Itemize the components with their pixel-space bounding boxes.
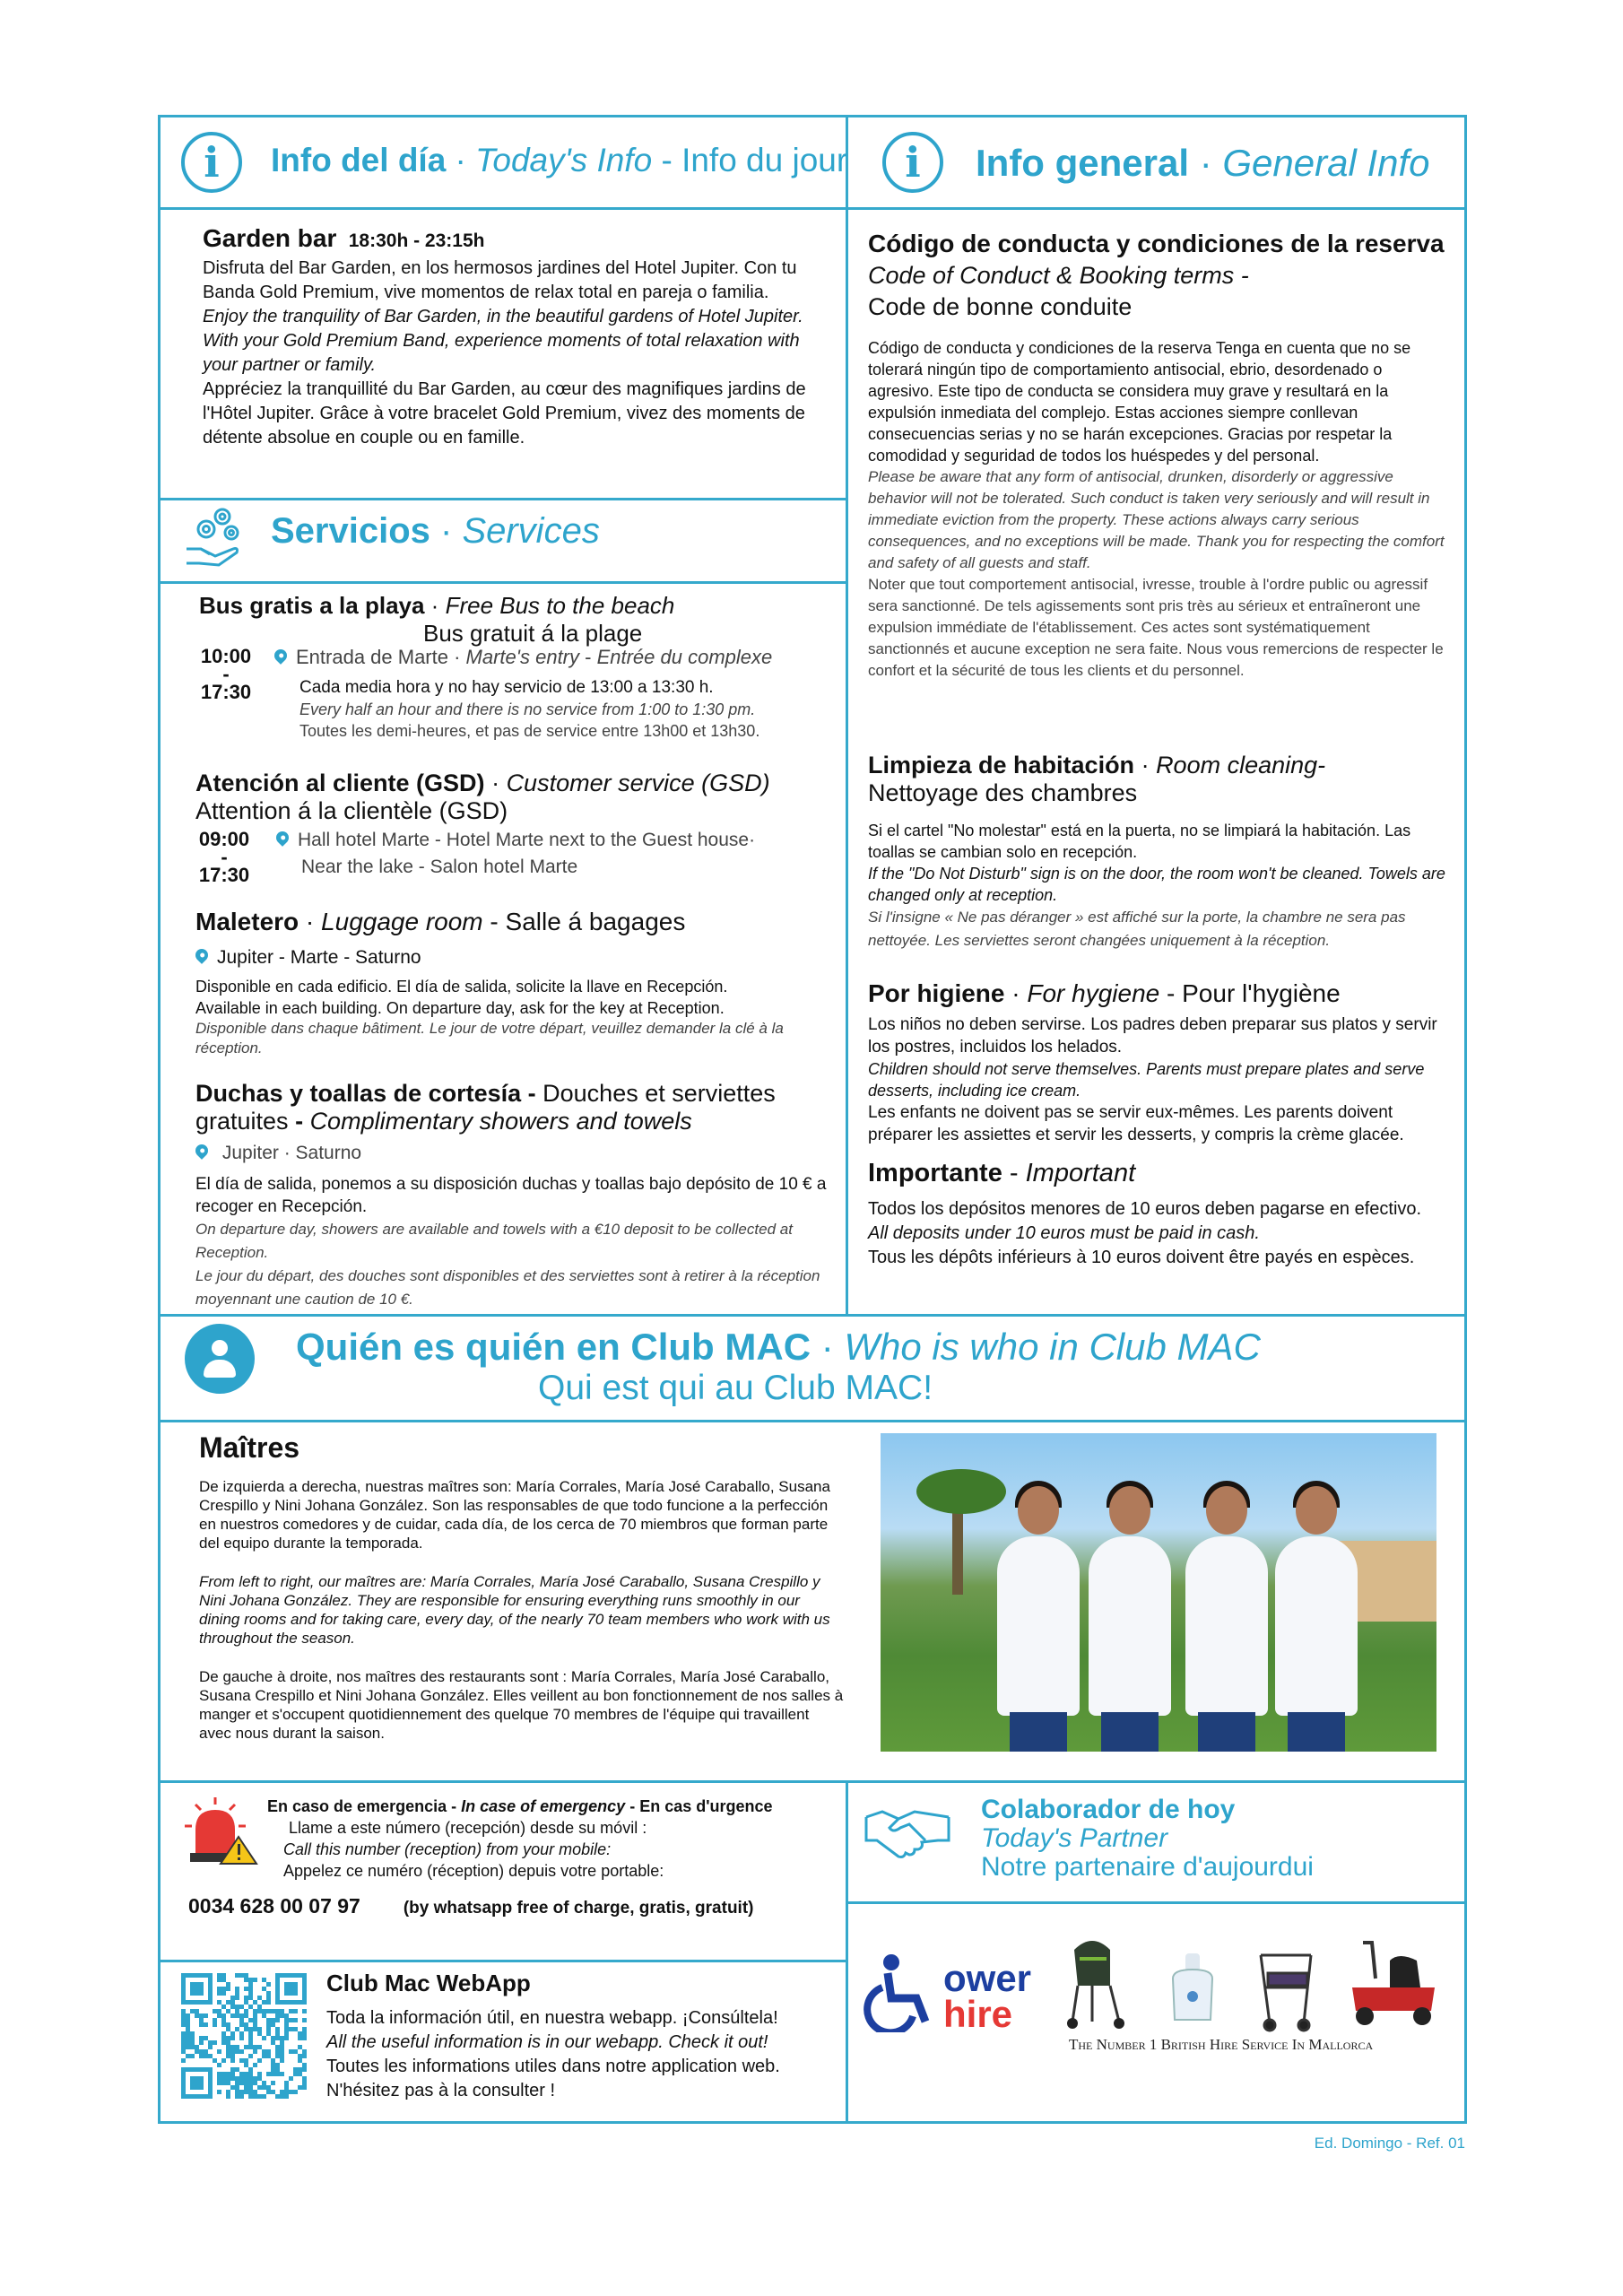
- conducta-section: [868, 230, 1451, 682]
- garden-bar-section: [203, 224, 821, 450]
- limpieza-title-fr: Nettoyage des chambres: [868, 779, 1138, 806]
- who-header: [296, 1326, 1444, 1369]
- webapp-section: [326, 1970, 829, 2103]
- importante-en: All deposits under 10 euros must be paid in cash.: [868, 1223, 1260, 1243]
- stroller-icon: [1065, 1932, 1128, 2031]
- limpieza-fr: Si l'insigne « Ne pas déranger » est affiché sur la porte, la chambre ne sera pas nettoyée. Les serviettes seront changées uniquement à la réception.: [868, 909, 1406, 949]
- info-dia-title-fr: Info du jour: [681, 142, 848, 178]
- location-pin-icon: [273, 829, 291, 847]
- higiene-es: Los niños no deben servirse. Los padres deben preparar sus platos y servir los postres, incluidos los helados.: [868, 1015, 1437, 1057]
- sep: -: [447, 1797, 462, 1815]
- who-title-en: Who is who in Club MAC: [844, 1326, 1261, 1368]
- bus-note-fr: Toutes les demi-heures, et pas de service entre 13h00 et 13h30.: [299, 722, 760, 740]
- gsd-loc-line2: Near the lake - Salon hotel Marte: [301, 857, 578, 877]
- bus-loc-fr: Entrée du complexe: [596, 646, 773, 668]
- qr-code[interactable]: [181, 1973, 307, 2099]
- emergency-en: Call this number (reception) from your mobile:: [283, 1840, 612, 1858]
- handshake-icon: [863, 1799, 952, 1862]
- gsd-section: [195, 770, 832, 825]
- conducta-fr: Noter que tout comportement antisocial, ivresse, trouble à l'ordre public ou agressif sera sanctionné. De tels agissements sont pris très au sérieux et entraîneront une expulsion immédiate de l'établissement. Ces actes sont systématiquement sanctionnés et aucune exception ne sera faite. Nous vous remercions de respecter le confort et la sécurité de tous les clients et du personnel.: [868, 576, 1444, 679]
- gsd-loc-line1: Hall hotel Marte - Hotel Marte next to the Guest house·: [298, 830, 756, 850]
- servicios-title-en: Services: [462, 511, 600, 551]
- partner-header: [981, 1796, 1447, 1882]
- info-icon: i: [882, 132, 943, 193]
- maletero-title-fr: Salle á bagages: [505, 908, 686, 935]
- emergency-title-es: En caso de emergencia: [267, 1797, 447, 1815]
- garden-bar-time: 18:30h - 23:15h: [348, 230, 485, 251]
- servicios-header: [271, 511, 600, 552]
- higiene-fr: Les enfants ne doivent pas se servir eux-mêmes. Les parents doivent préparer les assiettes et servir les desserts, y compris la crème glacée.: [868, 1103, 1404, 1144]
- maitres-en: From left to right, our maîtres are: María Corrales, María José Caraballo, Susana Crespillo y Nini Johana González. They are responsible for ensuring everything runs smoothly in our dining rooms and for taking care, every day, of the nearly 70 team members who work with us throughout the season.: [199, 1573, 830, 1647]
- limpieza-title-en: Room cleaning-: [1156, 752, 1326, 778]
- webapp-es: Toda la información útil, en nuestra webapp. ¡Consúltela!: [326, 2008, 778, 2028]
- importante-section: [868, 1159, 1460, 1270]
- logo-word-1: ower: [943, 1957, 1032, 1999]
- sep: ·: [1134, 752, 1157, 778]
- bus-time-start: 10:00: [200, 645, 252, 667]
- gsd-times: [195, 828, 253, 886]
- limpieza-en: If the "Do Not Disturb" sign is on the door, the room won't be cleaned. Towels are changed only at reception.: [868, 865, 1445, 904]
- maletero-loc: Jupiter - Marte - Saturno: [217, 947, 421, 968]
- emergency-title-en: In case of emergency: [461, 1797, 626, 1815]
- info-icon: i: [181, 132, 242, 193]
- sep: -: [1002, 1159, 1026, 1187]
- gsd-time-start: 09:00: [198, 828, 250, 850]
- webapp-title: Club Mac WebApp: [326, 1970, 531, 1996]
- bus-note-en: Every half an hour and there is no service from 1:00 to 1:30 pm.: [299, 700, 756, 718]
- info-general-title-en: General Info: [1222, 142, 1430, 184]
- maitres-section: [199, 1431, 845, 1743]
- duchas-title-es: Duchas y toallas de cortesía: [195, 1080, 522, 1107]
- bottle-warmer-icon: [1166, 1952, 1219, 2023]
- location-pin-icon: [193, 1142, 211, 1160]
- maletero-section: [195, 908, 832, 1058]
- sep: -: [1159, 979, 1183, 1007]
- info-dia-title-en: Today's Info: [475, 142, 653, 178]
- wheelchair-icon: [861, 1952, 942, 2032]
- webapp-fr: Toutes les informations utiles dans notre application web. N'hésitez pas à la consulter !: [326, 2057, 780, 2100]
- partner-tagline: The Number 1 British Hire Service In Mallorca: [1069, 2036, 1374, 2053]
- emergency-bottom: [158, 1960, 846, 1962]
- bus-times: [199, 645, 253, 703]
- info-dia-header: [271, 142, 847, 179]
- garden-bar-fr: Appréciez la tranquillité du Bar Garden, au cœur des magnifiques jardins de l'Hôtel Jupiter. Grâce à votre bracelet Gold Premium, vivez des moments de détente absolue en couple ou en famille.: [203, 379, 806, 448]
- alarm-icon: [183, 1794, 264, 1866]
- info-general-header: [976, 142, 1430, 185]
- importante-es: Todos los depósitos menores de 10 euros deben pagarse en efectivo.: [868, 1199, 1422, 1219]
- conducta-es: Código de conducta y condiciones de la reserva Tenga en cuenta que no se tolerará ningún tipo de comportamiento antisocial, ebrio, desordenado o agresivo. Este tipo de conducta se considera muy grave y resultará en la expulsión inmediata del complejo. Estas acciones siempre conllevan consecuencias serias y no se harán excepciones. Gracias por respetar la comodidad y seguridad de todos los huéspedes y del personal.: [868, 339, 1411, 465]
- garden-bar-title: Garden bar: [203, 224, 337, 252]
- partner-title-en: Today's Partner: [981, 1823, 1168, 1853]
- partner-bottom: [846, 1901, 1467, 1904]
- limpieza-es: Si el cartel "No molestar" está en la puerta, no se limpiará la habitación. Las toallas se cambian solo en recepción.: [868, 822, 1411, 861]
- higiene-en: Children should not serve themselves. Parents must prepare plates and serve desserts, including ice cream.: [868, 1060, 1425, 1100]
- services-header-top: [158, 498, 846, 500]
- sep: -: [652, 142, 682, 178]
- info-dia-title-es: Info del día: [271, 142, 447, 178]
- bottom-divider: [846, 1780, 848, 2124]
- importante-title-en: Important: [1025, 1159, 1136, 1187]
- duchas-title-fr2: gratuites: [195, 1108, 289, 1135]
- maletero-title-es: Maletero: [195, 908, 299, 935]
- bottom-top: [158, 1780, 1467, 1783]
- maitres-es: De izquierda a derecha, nuestras maîtres son: María Corrales, María José Caraballo, Susana Crespillo y Nini Johana González. Son las responsables de que todo funcione a la perfección en nuestros comedores y de cuidar, cada día, de los cerca de 70 miembros que forman parte del equipo durante la temporada.: [199, 1478, 830, 1552]
- conducta-en: Please be aware that any form of antisocial, drunken, disorderly or aggressive behavior will not be tolerated. Such conduct is taken very seriously and will result in immediate eviction from the property. These actions always carry serious consequences, and no exceptions will be made. Thank you for respecting the comfort and safety of all guests and staff.: [868, 468, 1445, 571]
- bus-title-es: Bus gratis a la playa: [199, 592, 425, 619]
- person-icon: [185, 1324, 255, 1394]
- servicios-title-es: Servicios: [271, 511, 430, 551]
- higiene-title-es: Por higiene: [868, 979, 1005, 1007]
- sep: ·: [447, 646, 466, 668]
- sep: ·: [430, 511, 463, 551]
- partner-title-fr: Notre partenaire d'aujourdui: [981, 1852, 1314, 1882]
- maitres-photo: [881, 1433, 1436, 1752]
- power-hire-logo: [861, 1925, 1453, 2059]
- higiene-title-fr: Pour l'hygiène: [1182, 979, 1341, 1007]
- bus-details: [274, 646, 830, 742]
- maletero-en: Available in each building. On departure day, ask for the key at Reception.: [195, 999, 725, 1017]
- gears-hand-icon: [183, 502, 251, 570]
- conducta-title-fr: Code de bonne conduite: [868, 293, 1133, 320]
- services-header-bottom: [158, 581, 846, 584]
- gsd-title-es: Atención al cliente (GSD): [195, 770, 485, 796]
- emergency-note: (by whatsapp free of charge, gratis, gratuit): [403, 1899, 754, 1918]
- sep: ·: [1004, 979, 1028, 1007]
- sep: ·: [446, 142, 476, 178]
- header-underline: [158, 207, 1467, 210]
- maitres-fr: De gauche à droite, nos maîtres des restaurants sont : María Corrales, María José Caraballo, Susana Crespillo et Nini Johana González. Elles veillent au bon fonctionnement de nos salles à manger et s'occupent quotidiennement des quelque 70 membres de l'équipe qui travaillent avec nous durant la saison.: [199, 1668, 844, 1742]
- rollator-icon: [1252, 1946, 1324, 2032]
- gsd-location: [276, 827, 832, 881]
- emergency-fr: Appelez ce numéro (réception) depuis votre portable:: [283, 1862, 664, 1880]
- higiene-section: [868, 979, 1460, 1146]
- bus-loc-en: Marte's entry: [465, 646, 580, 668]
- higiene-title-en: For hygiene: [1027, 979, 1160, 1007]
- duchas-section: [195, 1080, 832, 1311]
- bus-section: [199, 592, 827, 648]
- conducta-title-es: Código de conducta y condiciones de la reserva: [868, 230, 1445, 257]
- bus-loc-es: Entrada de Marte: [296, 646, 448, 668]
- sep: -: [625, 1797, 640, 1815]
- who-title-es: Quién es quién en Club MAC: [296, 1326, 812, 1368]
- webapp-en: All the useful information is in our webapp. Check it out!: [326, 2032, 768, 2052]
- importante-fr: Tous les dépôts inférieurs à 10 euros doivent être payés en espèces.: [868, 1248, 1415, 1267]
- logo-word-2: hire: [943, 1993, 1013, 2035]
- emergency-es: Llame a este número (recepción) desde su móvil :: [289, 1819, 647, 1837]
- sep: -: [482, 908, 506, 935]
- importante-title-es: Importante: [868, 1159, 1002, 1187]
- gsd-time-end: 17:30: [198, 864, 250, 886]
- sep: ·: [1189, 142, 1223, 184]
- duchas-fr: Le jour du départ, des douches sont disponibles et des serviettes sont à retirer à la réception moyennant une caution de 10 €.: [195, 1267, 820, 1308]
- garden-bar-en: Enjoy the tranquility of Bar Garden, in the beautiful gardens of Hotel Jupiter. With your Gold Premium Band, experience moments of total relaxation with your partner or family.: [203, 307, 803, 375]
- footer-ref: Ed. Domingo - Ref. 01: [1314, 2135, 1465, 2152]
- limpieza-section: [868, 752, 1460, 952]
- gsd-title-fr: Attention á la clientèle (GSD): [195, 797, 508, 824]
- sep: ·: [424, 592, 446, 619]
- conducta-title-en: Code of Conduct & Booking terms -: [868, 262, 1249, 289]
- who-top: [158, 1314, 1467, 1317]
- bus-time-sep: -: [222, 663, 230, 685]
- duchas-en: On departure day, showers are available and towels with a €10 deposit to be collected at Reception.: [195, 1221, 793, 1261]
- who-bottom: [158, 1420, 1467, 1422]
- emergency-section: [267, 1796, 841, 1882]
- duchas-es: El día de salida, ponemos a su disposición duchas y toallas bajo depósito de 10 € a recoger en Recepción.: [195, 1175, 827, 1216]
- emergency-phone[interactable]: 0034 628 00 07 97: [188, 1894, 360, 1918]
- location-pin-icon: [272, 647, 290, 665]
- duchas-title-en: Complimentary showers and towels: [309, 1108, 692, 1135]
- sep: -: [579, 646, 597, 668]
- column-divider: [846, 115, 848, 1314]
- bus-title-fr: Bus gratuit á la plage: [423, 620, 643, 647]
- limpieza-title-es: Limpieza de habitación: [868, 752, 1135, 778]
- maletero-es: Disponible en cada edificio. El día de salida, solicite la llave en Recepción.: [195, 978, 728, 996]
- sep: -: [521, 1080, 543, 1107]
- maletero-fr: Disponible dans chaque bâtiment. Le jour de votre départ, veuillez demander la clé à la réception.: [195, 1020, 784, 1057]
- bus-title-en: Free Bus to the beach: [445, 592, 675, 619]
- sep: ·: [484, 770, 507, 796]
- emergency-phone-row: [188, 1894, 834, 1918]
- mobility-scooter-icon: [1345, 1934, 1444, 2032]
- who-title-fr: Qui est qui au Club MAC!: [538, 1369, 933, 1407]
- maletero-title-en: Luggage room: [321, 908, 483, 935]
- bus-note-es: Cada media hora y no hay servicio de 13:00 a 13:30 h.: [299, 678, 714, 697]
- bus-time-end: 17:30: [200, 681, 252, 703]
- gsd-title-en: Customer service (GSD): [506, 770, 770, 796]
- emergency-title-fr: En cas d'urgence: [639, 1797, 773, 1815]
- maitres-title: Maîtres: [199, 1431, 300, 1464]
- gsd-time-sep: -: [221, 846, 228, 868]
- info-general-title-es: Info general: [976, 142, 1190, 184]
- sep: ·: [299, 908, 322, 935]
- sep: ·: [811, 1326, 845, 1368]
- garden-bar-es: Disfruta del Bar Garden, en los hermosos jardines del Hotel Jupiter. Con tu Banda Gold Premium, vive momentos de relax total en pareja o familia.: [203, 258, 797, 302]
- duchas-title-fr: Douches et serviettes: [542, 1080, 776, 1107]
- sep: -: [288, 1108, 310, 1135]
- partner-title-es: Colaborador de hoy: [981, 1795, 1236, 1824]
- location-pin-icon: [193, 946, 211, 964]
- duchas-loc: Jupiter · Saturno: [221, 1143, 362, 1163]
